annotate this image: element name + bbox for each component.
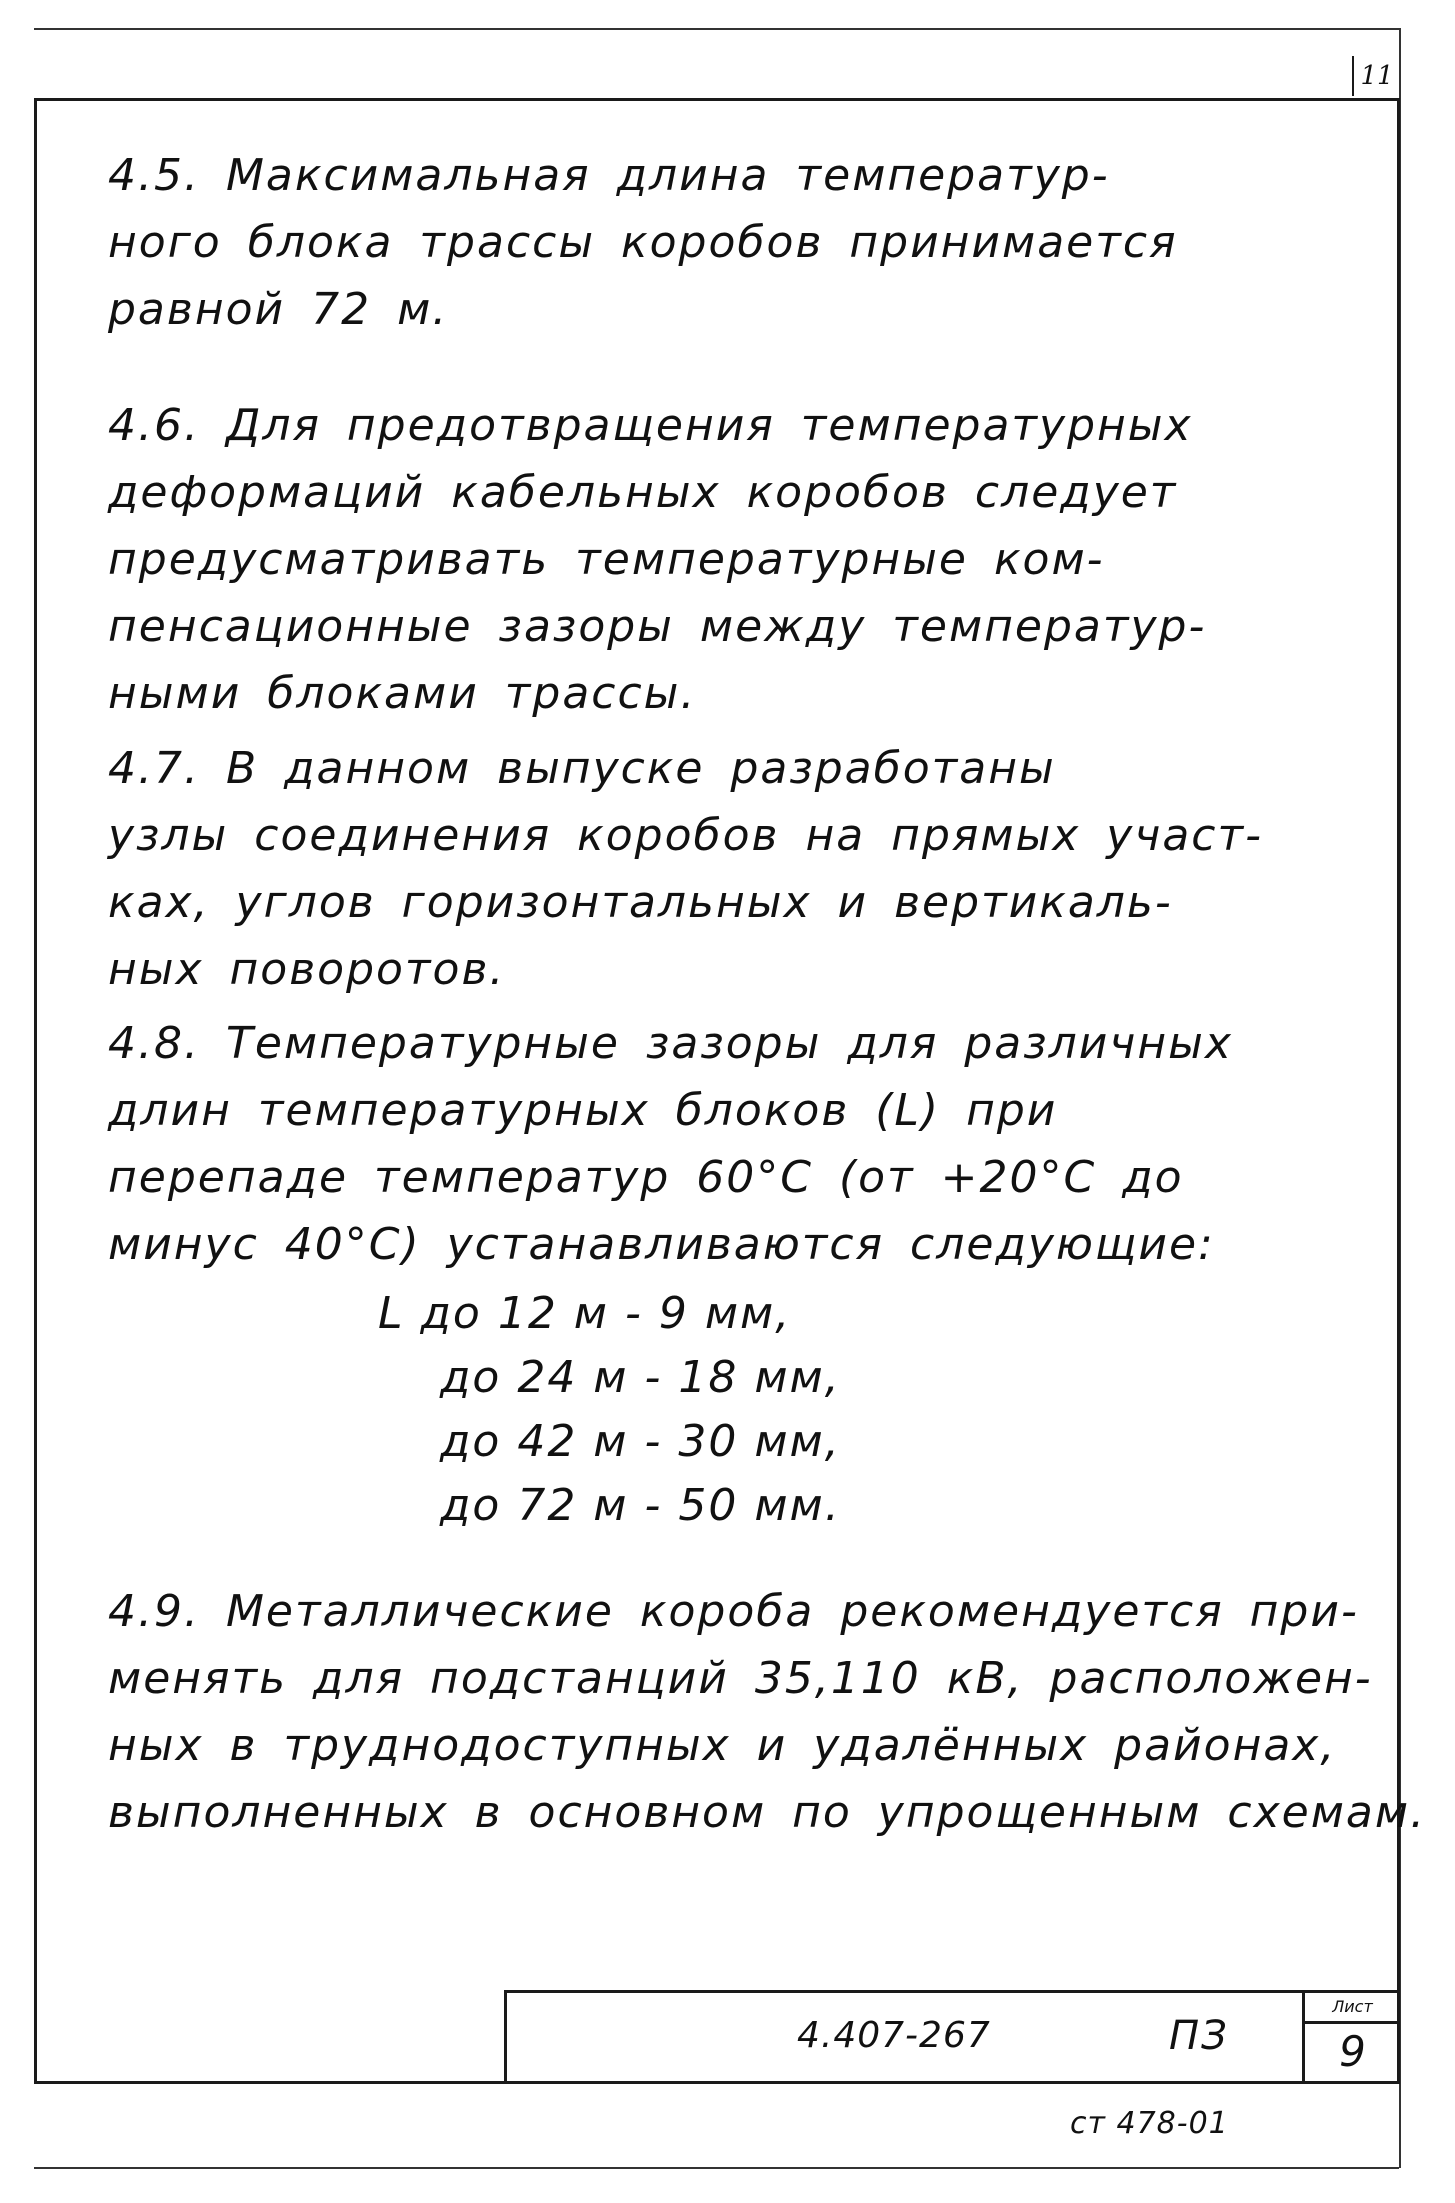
text-line: ных в труднодоступных и удалённых районах, <box>108 1720 1337 1771</box>
text-line: деформаций кабельных коробов следует <box>108 467 1178 518</box>
section-4-8 <box>108 1010 1233 1278</box>
gap-list <box>378 1282 841 1538</box>
lower-border-line <box>34 2167 1399 2169</box>
sheet-number: 9 <box>1339 2027 1366 2076</box>
text-line: ках, углов горизонтальных и вертикаль- <box>108 877 1173 928</box>
section-4-6 <box>108 392 1206 727</box>
text-line: узлы соединения коробов на прямых участ- <box>108 810 1263 861</box>
title-block <box>504 1990 1400 2084</box>
sheet-label: Лист <box>1305 1993 1400 2024</box>
text-line: 4.6. Для предотвращения температурных <box>108 400 1193 451</box>
text-line: менять для подстанций 35,110 кВ, расположен- <box>108 1653 1373 1704</box>
section-4-7 <box>108 735 1263 1003</box>
document-code: 4.407-267 <box>797 2015 991 2056</box>
text-line: 4.8. Температурные зазоры для различных <box>108 1018 1233 1069</box>
text-line: равной 72 м. <box>108 284 449 335</box>
text-line: ными блоками трассы. <box>108 668 697 719</box>
document-type: ПЗ <box>1169 2013 1229 2059</box>
text-line: 4.5. Максимальная длина температур- <box>108 150 1110 201</box>
text-line: перепаде температур 60°С (от +20°С до <box>108 1152 1184 1203</box>
text-line: длин температурных блоков (L) при <box>108 1085 1058 1136</box>
section-4-9 <box>108 1578 1426 1846</box>
text-line: пенсационные зазоры между температур- <box>108 601 1207 652</box>
text-line: ных поворотов. <box>108 944 506 995</box>
text-line: ного блока трассы коробов принимается <box>108 217 1178 268</box>
sheet-cell <box>1302 1993 1400 2081</box>
text-line: 4.9. Металлические короба рекомендуется при- <box>108 1586 1359 1637</box>
text-line: минус 40°С) устанавливаются следующие: <box>108 1219 1215 1270</box>
text-line: предусматривать температурные ком- <box>108 534 1105 585</box>
list-item: до 72 м - 50 мм. <box>440 1480 841 1531</box>
list-item: до 42 м - 30 мм, <box>440 1416 841 1467</box>
section-4-5 <box>108 142 1178 343</box>
text-line: выполненных в основном по упрощенным схемам. <box>108 1787 1427 1838</box>
text-line: 4.7. В данном выпуске разработаны <box>108 743 1056 794</box>
page-number: 11 <box>1352 56 1400 96</box>
list-item: до 24 м - 18 мм, <box>440 1352 841 1403</box>
list-item: L до 12 м - 9 мм, <box>378 1288 792 1339</box>
frame-bottom-line <box>34 2081 1397 2084</box>
footer-note: ст 478-01 <box>1070 2106 1229 2141</box>
outer-border-top <box>34 28 1399 30</box>
